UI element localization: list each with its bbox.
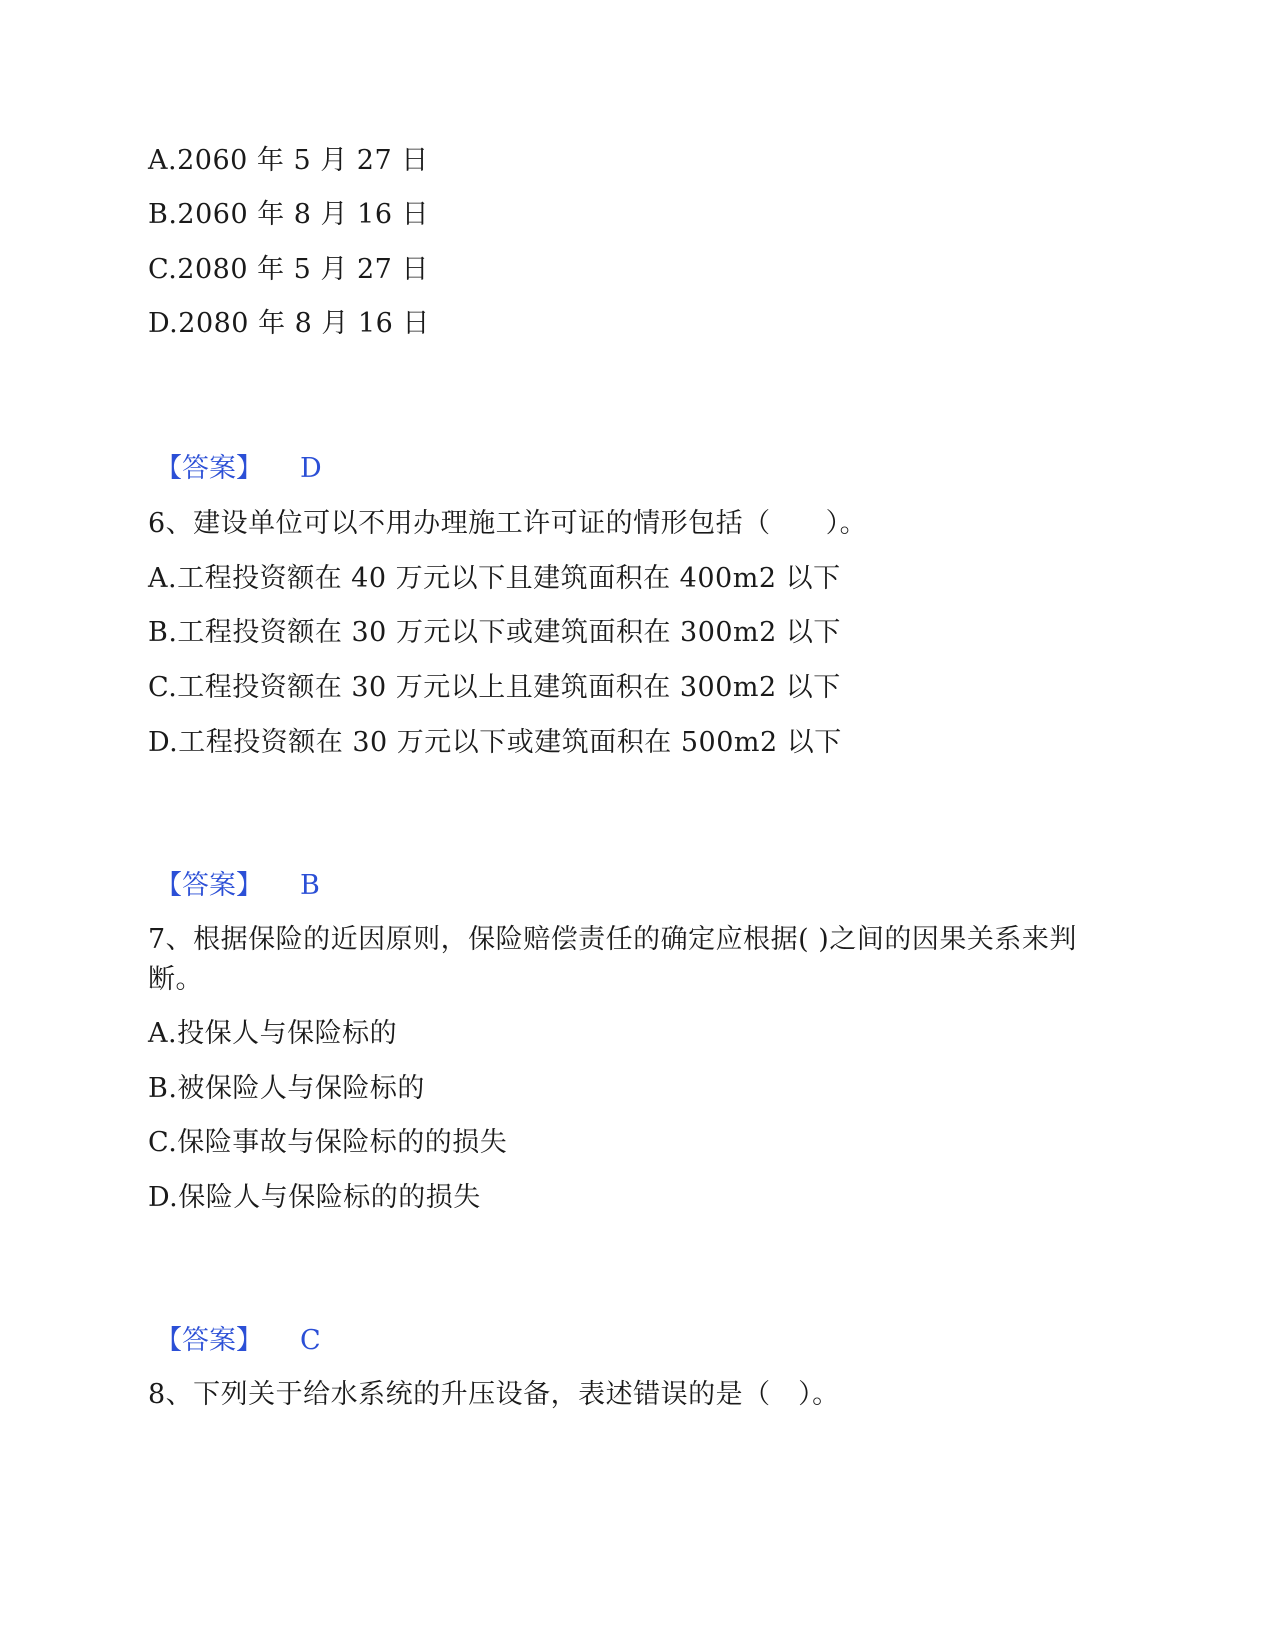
- answer-value: C: [300, 1325, 321, 1356]
- answer-label: 【答案】: [155, 870, 263, 901]
- q5-option-b: B.2060 年 8 月 16 日: [148, 199, 430, 230]
- answer-label: 【答案】: [155, 453, 263, 484]
- q7-option-a: A.投保人与保险标的: [148, 1018, 398, 1049]
- q6-option-d: D.工程投资额在 30 万元以下或建筑面积在 500m2 以下: [148, 727, 842, 758]
- q7-option-b: B.被保险人与保险标的: [148, 1073, 425, 1104]
- q7-option-d: D.保险人与保险标的的损失: [148, 1182, 481, 1213]
- q5-option-a: A.2060 年 5 月 27 日: [148, 145, 429, 176]
- q6-option-b: B.工程投资额在 30 万元以下或建筑面积在 300m2 以下: [148, 617, 841, 648]
- answer-value: B: [300, 870, 320, 901]
- answer-value: D: [300, 453, 322, 484]
- q6-option-a: A.工程投资额在 40 万元以下且建筑面积在 400m2 以下: [148, 563, 841, 594]
- q6-answer: [155, 868, 320, 904]
- q5-answer: [155, 451, 322, 487]
- answer-label: 【答案】: [155, 1325, 263, 1356]
- q8-stem: 8、下列关于给水系统的升压设备，表述错误的是（ ）。: [148, 1379, 840, 1410]
- q5-option-d: D.2080 年 8 月 16 日: [148, 308, 430, 339]
- q5-option-c: C.2080 年 5 月 27 日: [148, 254, 429, 285]
- q7-answer: [155, 1323, 321, 1359]
- q7-option-c: C.保险事故与保险标的的损失: [148, 1127, 508, 1158]
- q6-stem: 6、建设单位可以不用办理施工许可证的情形包括（ ）。: [148, 508, 868, 539]
- q6-option-c: C.工程投资额在 30 万元以上且建筑面积在 300m2 以下: [148, 672, 841, 703]
- q7-stem: 7、根据保险的近因原则，保险赔偿责任的确定应根据( )之间的因果关系来判断。: [148, 924, 1077, 995]
